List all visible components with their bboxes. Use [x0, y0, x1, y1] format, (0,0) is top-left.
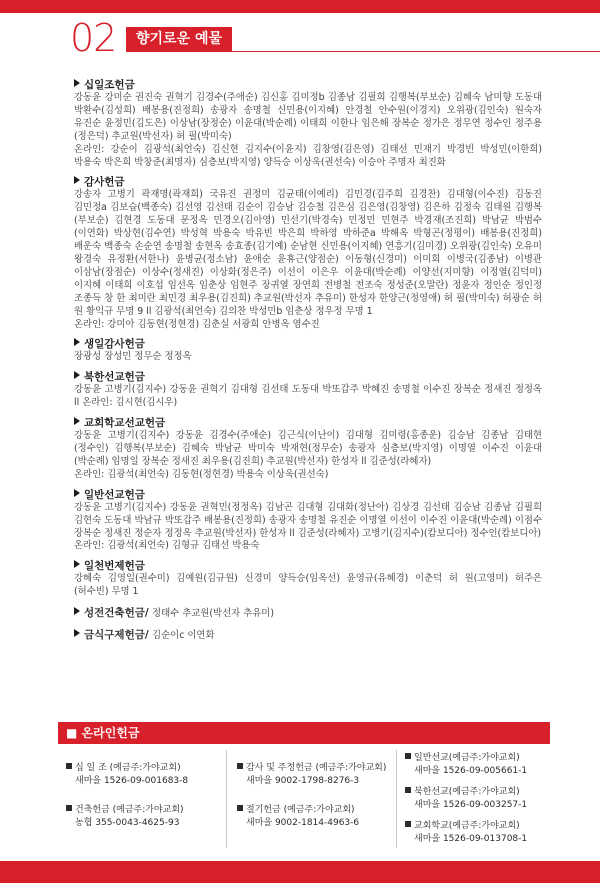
section-thanksgiving	[74, 176, 542, 331]
section-names: 장광성 장성민 정무순 정정옥	[74, 351, 192, 363]
account-number: 새마을 9002-1798-8276-3	[246, 775, 360, 786]
square-bullet-icon	[66, 805, 72, 811]
section-title: 금식구제헌금/	[84, 629, 149, 642]
section-title: 감사헌금	[84, 176, 125, 189]
account-label: 일반선교(예금주:가야교회)	[414, 753, 520, 763]
account-entry	[66, 762, 188, 787]
section-title: 성전건축헌금/	[84, 607, 149, 620]
section-names: 강혜숙 김영일(권수미) 김예원(김규원) 신경미 양득승(임옥선) 윤영규(유혜경) 이춘덕 허 원(고영미) 허주은(허수빈) 무명 1	[74, 573, 542, 598]
account-entry	[405, 786, 527, 811]
account-number: 새마을 1526-09-001683-8	[75, 775, 189, 786]
section-names: 강송자 고병기 곽재명(곽재희) 국유진 권정미 김균태(이예리) 김민경(김주희 김경찬) 김대형(이수진) 김동진 김민정a 김보습(백종숙) 김선영 김선태 김순이 김승남 김승철 김은심 김은영(김창영) 김은하 김정숙 김태원 김행복(부보순) 김현경 도동대 문정옥 민경오(김아영) 민선기(박경숙) 민정민 민현주 박경재(조진희) 박남균 박범수(이연화) 박상현(김수연) 박성혁 박용숙 박유빈 박은희 박하영 박하준a 박해옥 박형곤(정평이) 배봉용(진정희) 배운숙 백종숙 손순연 송명철 송현옥 송효종(김기예) 순남현 신민용(이지혜) 연흥기(김미경) 오위광(김인숙) 오유미 왕경숙 유정환(서한나) 윤병균(정소남) 윤애순 윤휴근(양점순) 이동형(신경미) 이미희 이병국(김종남) 이병관 이삼남(장점순) 이상수(정새진) 이상화(정은주) 이선이 이은우 이윤대(박순례) 이양선(지미향) 이정열(김덕미) 이지혜 이태희 이호섭 임선옥 임춘상 임현주 장귀열 장연희 전병철 전조숙 정성준(오말란) 정윤자 정인순 정인정 조종득 창 한 최미란 최민경 최우용(김진희) 추교원(박선자 추유미) 한성자 한양근(정영애) 허 필(박미숙) 허광순 허 원 황익규 무명 9 ll 김광석(최언숙) 김의찬 박성민b 임춘상 정우정 무명 1 온라인: 강미아 김동현(정현경) 김춘실 서광희 안병옥 염수진	[74, 189, 542, 330]
section-names: 강동윤 강미순 권진숙 권혁기 김경수(주애순) 김신홍 김미정b 김종남 김필희 김행복(부보순) 김혜숙 남미향 도동대 박환수(김성희) 배봉용(진정희) 송광자 송명철 신민용(이지혜) 안경철 안수원(이경지) 오위광(김인숙) 원숙자 유진순 윤정민(김도은) 이상남(장정순) 이윤대(박순례) 이태희 이한나 임은해 장복순 정가은 정무연 정수인 정주용(정은덕) 추교원(박선자) 허 필(박미숙) 온라인: 강순이 김광석(최언숙) 김신현 김지수(이윤지) 김창영(김은영) 김태선 민재기 박경빈 박성민(이한희) 박용숙 박은희 박창준(최명자) 심층보(박지영) 양득승 이상욱(권선숙) 이승아 주명자 최진화	[74, 92, 542, 168]
account-label: 감사 및 주정헌금 (예금주:가야교회)	[246, 763, 387, 773]
bullet-triangle-icon	[74, 489, 80, 497]
account-label: 절기헌금 (예금주:가야교회)	[246, 805, 355, 815]
account-label: 북한선교(예금주:가야교회)	[414, 787, 520, 797]
section-names: 강동윤 고병기(김지수) 강동윤 권혁민(정정옥) 김남곤 김대형 김대화(정난아) 김상경 김선태 김승남 김종남 김필희 김현숙 도동대 박남규 박또갑주 배봉용(진정희) 송광자 송명철 유진순 이명열 이선이 이수진 이윤대(박순례) 이점수 장복순 정새진 정순자 정정옥 추교원(박선자) 한성자 ll 김준성(라혜자) 고병기(김지수)(캄보디아) 정수인(캄보디아) 온라인: 김광석(최언숙) 김형규 김태선 박용숙	[74, 501, 542, 552]
section-birthday	[74, 338, 542, 364]
section-title: 북한선교헌금	[84, 371, 145, 384]
section-title: 생일감사헌금	[84, 338, 145, 351]
header-rule	[126, 51, 600, 52]
account-label: 십 일 조 (예금주:가야교회)	[75, 763, 181, 773]
section-title: 일천번제헌금	[84, 560, 145, 573]
section-number: 02	[70, 16, 117, 60]
bullet-triangle-icon	[74, 338, 80, 346]
section-names: 강동윤 고병기(김지수) 강동윤 권혁기 김대형 김선태 도동대 박또갑주 박혜진 송명철 이수진 장복순 정새진 정정옥 ll 온라인: 김시현(김시우)	[74, 384, 542, 409]
page-title: 향기로운 예물	[126, 27, 232, 51]
footer-bar	[0, 861, 600, 883]
account-number: 새마을 1526-09-013708-1	[414, 833, 528, 844]
section-general-mission	[74, 489, 542, 554]
bullet-triangle-icon	[74, 607, 80, 615]
header-top-bar	[0, 0, 600, 13]
square-bullet-icon	[405, 787, 411, 793]
account-column-2	[226, 750, 396, 848]
bullet-triangle-icon	[74, 629, 80, 637]
section-names: 김순이c 이연화	[152, 630, 215, 642]
section-names: 강동윤 고병기(김지수) 강동윤 김경수(주애순) 김근식(이난이) 김대형 김미령(홍종운) 김승남 김종남 김태현(정수인) 김행복(부보순) 김혜숙 박남균 박미숙 박재현(정무순) 송광자 심층보(박지영) 이명열 이수진 이윤대(박순례) 임명일 장복순 정새진 최우용(김진희) 추교원(박선자) 한성자 ll 김준성(라혜자) 온라인: 김광석(최언숙) 김동현(정현경) 박용숙 이상욱(권선숙)	[74, 430, 542, 480]
account-entry	[405, 820, 527, 845]
page-header	[0, 0, 600, 64]
account-entry	[66, 804, 184, 829]
section-title: 교회학교선교헌금	[84, 417, 166, 430]
section-fasting-relief	[74, 628, 542, 643]
square-bullet-icon	[66, 763, 72, 769]
section-school-mission	[74, 417, 542, 482]
account-number: 농협 355-0043-4625-93	[75, 817, 180, 828]
section-title: 십일조헌금	[84, 79, 135, 91]
account-label: 건축헌금 (예금주:가야교회)	[75, 805, 184, 815]
bullet-triangle-icon	[74, 417, 80, 425]
square-bullet-icon	[237, 763, 243, 769]
square-bullet-icon	[405, 821, 411, 827]
square-bullet-icon	[405, 753, 411, 759]
bullet-triangle-icon	[74, 79, 80, 87]
account-column-3	[396, 750, 550, 848]
online-offering-box	[58, 722, 550, 852]
account-entry	[237, 762, 386, 787]
bullet-triangle-icon	[74, 560, 80, 568]
section-building	[74, 606, 542, 621]
account-column-1	[66, 750, 224, 848]
account-entry	[237, 804, 359, 829]
bullet-triangle-icon	[74, 176, 80, 184]
account-label: 교회학교(예금주:가야교회)	[414, 821, 520, 831]
section-title: 일반선교헌금	[84, 488, 145, 501]
section-tithe	[74, 79, 542, 169]
online-offering-heading: ■ 온라인헌금	[58, 722, 550, 744]
section-thousand-offering	[74, 560, 542, 599]
account-number: 새마을 1526-09-003257-1	[414, 799, 528, 810]
section-names: 정태수 추교원(박선자 추유미)	[152, 608, 274, 620]
account-entry	[405, 752, 527, 777]
section-nk-mission	[74, 371, 542, 410]
account-number: 새마을 9002-1814-4963-6	[246, 817, 360, 828]
account-number: 새마을 1526-09-005661-1	[414, 765, 528, 776]
square-bullet-icon	[237, 805, 243, 811]
offering-list	[74, 79, 542, 650]
bullet-triangle-icon	[74, 371, 80, 379]
